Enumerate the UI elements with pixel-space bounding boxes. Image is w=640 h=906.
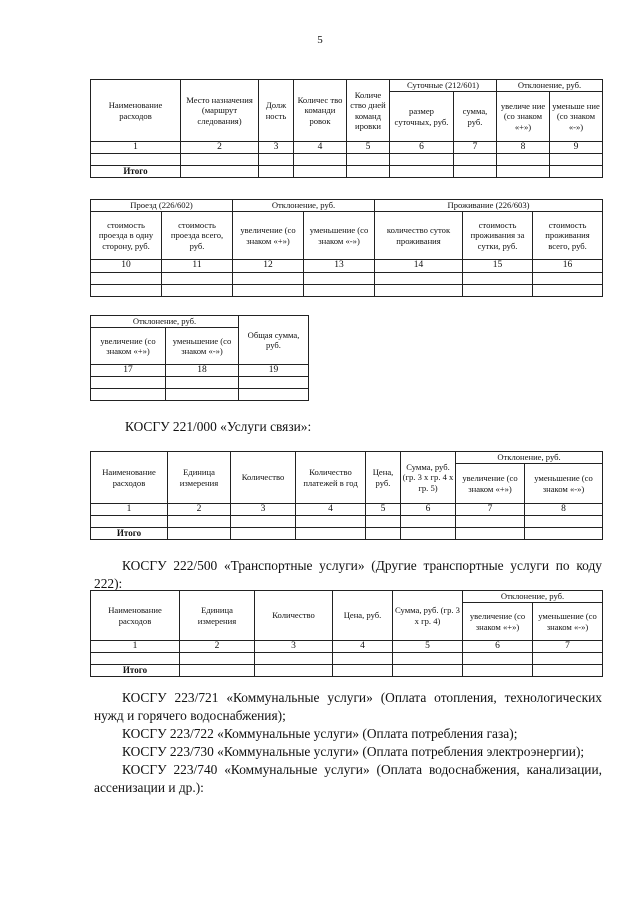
table-cell xyxy=(162,273,233,285)
column-number: 2 xyxy=(180,641,255,653)
utilities-item-730: КОСГУ 223/730 «Коммунальные услуги» (Оплата потребления электроэнергии); xyxy=(122,744,585,759)
table-cell xyxy=(259,154,294,166)
header-cell: уменьшение (со знаком «-») xyxy=(525,464,603,504)
column-number: 4 xyxy=(294,142,347,154)
table-cell xyxy=(366,516,401,528)
header-cell: Наименование расходов xyxy=(91,80,181,142)
column-number: 2 xyxy=(181,142,259,154)
table-cell xyxy=(401,528,456,540)
travel-total-table xyxy=(90,315,309,401)
header-cell: размер суточных, руб. xyxy=(390,92,454,142)
header-cell: Единица измерения xyxy=(168,452,231,504)
column-number: 12 xyxy=(233,260,304,273)
table-cell xyxy=(456,528,525,540)
table-cell xyxy=(239,389,309,401)
table-cell xyxy=(231,516,296,528)
table-cell xyxy=(533,273,603,285)
table-cell xyxy=(463,285,533,297)
table-cell xyxy=(231,528,296,540)
table-cell xyxy=(259,166,294,178)
header-cell: уменьшение (со знаком «-») xyxy=(166,328,239,365)
table-cell xyxy=(347,166,390,178)
header-cell: уменьше ние (со знаком «-») xyxy=(550,92,603,142)
table-cell xyxy=(525,516,603,528)
table-cell xyxy=(533,653,603,665)
table-cell xyxy=(233,273,304,285)
column-number: 6 xyxy=(390,142,454,154)
table-cell xyxy=(333,653,393,665)
table-cell xyxy=(497,154,550,166)
table-cell xyxy=(166,389,239,401)
header-cell: увеличе ние (со знаком «+») xyxy=(497,92,550,142)
header-cell: Единица измерения xyxy=(180,591,255,641)
header-cell: Количество xyxy=(255,591,333,641)
total-label: Итого xyxy=(91,528,168,540)
column-number: 17 xyxy=(91,365,166,377)
column-number: 15 xyxy=(463,260,533,273)
total-label: Итого xyxy=(91,166,181,178)
header-cell: Цена, руб. xyxy=(333,591,393,641)
table-cell xyxy=(166,377,239,389)
table-cell xyxy=(463,653,533,665)
column-number: 7 xyxy=(454,142,497,154)
communication-table xyxy=(90,451,603,540)
column-number: 6 xyxy=(463,641,533,653)
header-cell: уменьшение (со знаком «-») xyxy=(304,212,375,260)
table-cell xyxy=(296,528,366,540)
utilities-item-722: КОСГУ 223/722 «Коммунальные услуги» (Оплата потребления газа); xyxy=(122,726,518,741)
table-cell xyxy=(168,516,231,528)
table-cell xyxy=(294,154,347,166)
header-cell: увеличение (со знаком «+») xyxy=(91,328,166,365)
section-heading-transport xyxy=(94,557,602,593)
header-cell: Наименование расходов xyxy=(91,591,180,641)
group-header: Отклонение, руб. xyxy=(497,80,603,92)
table-cell xyxy=(255,665,333,677)
table-cell xyxy=(255,653,333,665)
column-number: 9 xyxy=(550,142,603,154)
table-cell xyxy=(401,516,456,528)
utilities-list xyxy=(94,689,602,797)
page-number: 5 xyxy=(317,34,323,46)
table-cell xyxy=(525,528,603,540)
group-header: Проживание (226/603) xyxy=(375,200,603,212)
table-cell xyxy=(366,528,401,540)
table-cell xyxy=(304,273,375,285)
table-cell xyxy=(333,665,393,677)
column-number: 11 xyxy=(162,260,233,273)
table-cell xyxy=(497,166,550,178)
group-header: Отклонение, руб. xyxy=(463,591,603,603)
column-number: 1 xyxy=(91,641,180,653)
column-number: 4 xyxy=(296,504,366,516)
section-heading-communication: КОСГУ 221/000 «Услуги связи»: xyxy=(125,419,312,434)
table-cell xyxy=(463,273,533,285)
table-cell xyxy=(239,377,309,389)
header-cell: Количество xyxy=(231,452,296,504)
header-cell: увеличение (со знаком «+») xyxy=(233,212,304,260)
header-cell: уменьшение (со знаком «-») xyxy=(533,603,603,641)
header-cell: стоимость проживания за сутки, руб. xyxy=(463,212,533,260)
group-header: Отклонение, руб. xyxy=(91,316,239,328)
header-cell: увеличение (со знаком «+») xyxy=(456,464,525,504)
table-cell xyxy=(180,653,255,665)
header-cell: Количество платежей в год xyxy=(296,452,366,504)
column-number: 8 xyxy=(525,504,603,516)
column-number: 19 xyxy=(239,365,309,377)
header-cell: Место назначения (маршрут следования) xyxy=(181,80,259,142)
transport-heading-text: КОСГУ 222/500 «Транспортные услуги» (Другие транспортные услуги по коду 222): xyxy=(94,558,602,591)
utilities-item-740: КОСГУ 223/740 «Коммунальные услуги» (Оплата водоснабжения, канализации, ассенизации и др.): xyxy=(94,762,602,795)
column-number: 6 xyxy=(401,504,456,516)
header-cell: стоимость проезда всего, руб. xyxy=(162,212,233,260)
table-cell xyxy=(91,516,168,528)
table-cell xyxy=(390,166,454,178)
column-number: 7 xyxy=(533,641,603,653)
header-cell: сумма, руб. xyxy=(454,92,497,142)
transport-table xyxy=(90,590,603,677)
travel-living-table xyxy=(90,199,603,297)
column-number: 4 xyxy=(333,641,393,653)
column-number: 3 xyxy=(255,641,333,653)
column-number: 5 xyxy=(347,142,390,154)
table-cell xyxy=(550,154,603,166)
header-cell: стоимость проезда в одну сторону, руб. xyxy=(91,212,162,260)
table-cell xyxy=(550,166,603,178)
group-header: Отклонение, руб. xyxy=(233,200,375,212)
group-header: Суточные (212/601) xyxy=(390,80,497,92)
group-header: Проезд (226/602) xyxy=(91,200,233,212)
column-number: 1 xyxy=(91,142,181,154)
table-cell xyxy=(375,273,463,285)
table-cell xyxy=(233,285,304,297)
table-cell xyxy=(454,166,497,178)
header-cell: Сумма, руб. (гр. 3 х гр. 4 х гр. 5) xyxy=(401,452,456,504)
column-number: 13 xyxy=(304,260,375,273)
table-cell xyxy=(456,516,525,528)
header-cell: Долж ность xyxy=(259,80,294,142)
table-cell xyxy=(375,285,463,297)
header-cell: Наименование расходов xyxy=(91,452,168,504)
table-cell xyxy=(91,377,166,389)
table-cell xyxy=(296,516,366,528)
total-label: Итого xyxy=(91,665,180,677)
column-number: 2 xyxy=(168,504,231,516)
group-header: Отклонение, руб. xyxy=(456,452,603,464)
header-cell: Количес тво команди ровок xyxy=(294,80,347,142)
header-cell: увеличение (со знаком «+») xyxy=(463,603,533,641)
table-cell xyxy=(91,154,181,166)
column-number: 16 xyxy=(533,260,603,273)
table-cell xyxy=(533,665,603,677)
table-cell xyxy=(162,285,233,297)
column-number: 3 xyxy=(259,142,294,154)
table-cell xyxy=(91,273,162,285)
table-cell xyxy=(393,653,463,665)
table-cell xyxy=(347,154,390,166)
table-cell xyxy=(390,154,454,166)
header-cell: Цена, руб. xyxy=(366,452,401,504)
column-number: 18 xyxy=(166,365,239,377)
utilities-item-721: КОСГУ 223/721 «Коммунальные услуги» (Оплата отопления, технологических нужд и горячего водоснабжения); xyxy=(94,690,602,723)
table-cell xyxy=(393,665,463,677)
column-number: 3 xyxy=(231,504,296,516)
column-number: 1 xyxy=(91,504,168,516)
table-cell xyxy=(91,653,180,665)
column-number: 7 xyxy=(456,504,525,516)
table-cell xyxy=(181,166,259,178)
column-number: 10 xyxy=(91,260,162,273)
table-cell xyxy=(463,665,533,677)
header-cell: Количе ство дней команд ировки xyxy=(347,80,390,142)
travel-table xyxy=(90,79,603,178)
table-cell xyxy=(91,389,166,401)
table-cell xyxy=(180,665,255,677)
table-cell xyxy=(181,154,259,166)
column-number: 5 xyxy=(393,641,463,653)
table-cell xyxy=(533,285,603,297)
header-cell: Общая сумма, руб. xyxy=(239,316,309,365)
header-cell: количество суток проживания xyxy=(375,212,463,260)
table-cell xyxy=(454,154,497,166)
header-cell: стоимость проживания всего, руб. xyxy=(533,212,603,260)
table-cell xyxy=(294,166,347,178)
column-number: 14 xyxy=(375,260,463,273)
table-cell xyxy=(91,285,162,297)
column-number: 8 xyxy=(497,142,550,154)
header-cell: Сумма, руб. (гр. 3 х гр. 4) xyxy=(393,591,463,641)
table-cell xyxy=(168,528,231,540)
table-cell xyxy=(304,285,375,297)
column-number: 5 xyxy=(366,504,401,516)
